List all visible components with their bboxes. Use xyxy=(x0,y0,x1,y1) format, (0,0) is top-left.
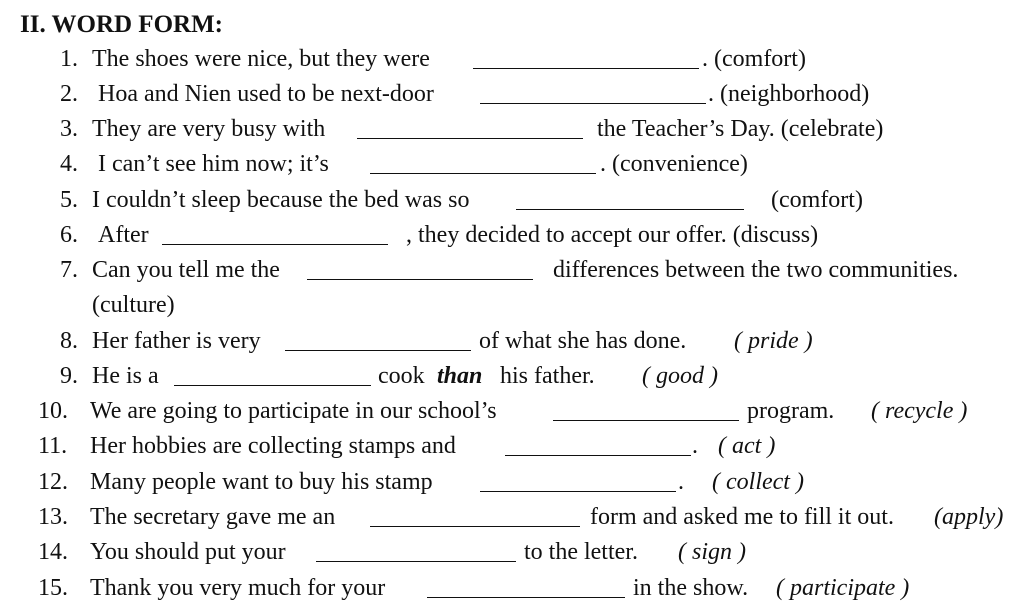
answer-blank[interactable] xyxy=(516,183,744,210)
answer-blank[interactable] xyxy=(427,571,625,598)
exercise-item-7 xyxy=(0,253,1024,287)
item-number: 1. xyxy=(60,46,78,72)
item-hint: ( recycle ) xyxy=(871,398,968,424)
item-text: We are going to participate in our school’s xyxy=(90,398,497,424)
exercise-item-1 xyxy=(0,42,1024,76)
item-number: 12. xyxy=(38,469,68,495)
item-text: . xyxy=(692,433,698,459)
item-number: 4. xyxy=(60,151,78,177)
item-text: Her hobbies are collecting stamps and xyxy=(90,433,456,459)
answer-blank[interactable] xyxy=(285,324,471,351)
item-text: You should put your xyxy=(90,539,286,565)
exercise-item-15 xyxy=(0,571,1024,605)
answer-blank[interactable] xyxy=(480,465,676,492)
item-text: I can’t see him now; it’s xyxy=(98,151,329,177)
answer-blank[interactable] xyxy=(357,112,583,139)
item-hint: (apply) xyxy=(934,504,1004,530)
item-number: 13. xyxy=(38,504,68,530)
exercise-item-9 xyxy=(0,359,1024,393)
answer-blank[interactable] xyxy=(316,535,516,562)
item-hint: ( collect ) xyxy=(712,469,804,495)
item-text: . (convenience) xyxy=(600,151,748,177)
item-text: . xyxy=(678,469,684,495)
item-hint: ( good ) xyxy=(642,363,718,389)
item-text: , they decided to accept our offer. (discuss) xyxy=(406,222,819,248)
exercise-item-11 xyxy=(0,429,1024,463)
emphasis-word: than xyxy=(437,363,483,389)
item-text: Can you tell me the xyxy=(92,257,280,283)
exercise-item-13 xyxy=(0,500,1024,534)
item-number: 11. xyxy=(38,433,68,459)
item-number: 2. xyxy=(60,81,78,107)
item-number: 6. xyxy=(60,222,78,248)
item-number: 15. xyxy=(38,575,68,601)
item-text: Thank you very much for your xyxy=(90,575,386,601)
answer-blank[interactable] xyxy=(473,42,699,69)
exercise-item-4 xyxy=(0,147,1024,181)
item-text: in the show. xyxy=(633,575,749,601)
item-hint: ( sign ) xyxy=(678,539,746,565)
item-text: differences between the two communities. xyxy=(553,257,959,283)
item-text: the Teacher’s Day. (celebrate) xyxy=(597,116,884,142)
answer-blank[interactable] xyxy=(307,253,533,280)
item-text: . (comfort) xyxy=(702,46,806,72)
exercise-item-12 xyxy=(0,465,1024,499)
item-text: After xyxy=(98,222,149,248)
item-text: program. xyxy=(747,398,835,424)
item-text: Hoa and Nien used to be next-door xyxy=(98,81,434,107)
item-number: 7. xyxy=(60,257,78,283)
item-text: to the letter. xyxy=(524,539,638,565)
item-text: They are very busy with xyxy=(92,116,326,142)
answer-blank[interactable] xyxy=(174,359,371,386)
item-text: his father. xyxy=(500,363,595,389)
answer-blank[interactable] xyxy=(370,500,580,527)
item-text: cook xyxy=(378,363,425,389)
item-text: (comfort) xyxy=(771,187,863,213)
exercise-item-14 xyxy=(0,535,1024,569)
item-number: 10. xyxy=(38,398,68,424)
section-title: II. WORD FORM: xyxy=(20,11,224,38)
item-text: I couldn’t sleep because the bed was so xyxy=(92,187,470,213)
item-hint: ( act ) xyxy=(718,433,776,459)
answer-blank[interactable] xyxy=(553,394,739,421)
answer-blank[interactable] xyxy=(370,147,596,174)
item-text: . (neighborhood) xyxy=(708,81,870,107)
answer-blank[interactable] xyxy=(480,77,706,104)
exercise-item-7-continuation xyxy=(0,288,1024,322)
exercise-item-3 xyxy=(0,112,1024,146)
item-text: He is a xyxy=(92,363,159,389)
item-hint: (culture) xyxy=(92,292,175,318)
exercise-item-8 xyxy=(0,324,1024,358)
item-text: Her father is very xyxy=(92,328,261,354)
item-text: form and asked me to fill it out. xyxy=(590,504,894,530)
exercise-item-2 xyxy=(0,77,1024,111)
item-text: Many people want to buy his stamp xyxy=(90,469,433,495)
item-text: of what she has done. xyxy=(479,328,687,354)
item-text: The secretary gave me an xyxy=(90,504,336,530)
item-number: 14. xyxy=(38,539,68,565)
item-text: The shoes were nice, but they were xyxy=(92,46,430,72)
answer-blank[interactable] xyxy=(505,429,691,456)
exercise-item-10 xyxy=(0,394,1024,428)
exercise-item-6 xyxy=(0,218,1024,252)
item-number: 3. xyxy=(60,116,78,142)
item-hint: ( participate ) xyxy=(776,575,910,601)
item-number: 9. xyxy=(60,363,78,389)
item-hint: ( pride ) xyxy=(734,328,813,354)
exercise-item-5 xyxy=(0,183,1024,217)
answer-blank[interactable] xyxy=(162,218,388,245)
item-number: 8. xyxy=(60,328,78,354)
item-number: 5. xyxy=(60,187,78,213)
